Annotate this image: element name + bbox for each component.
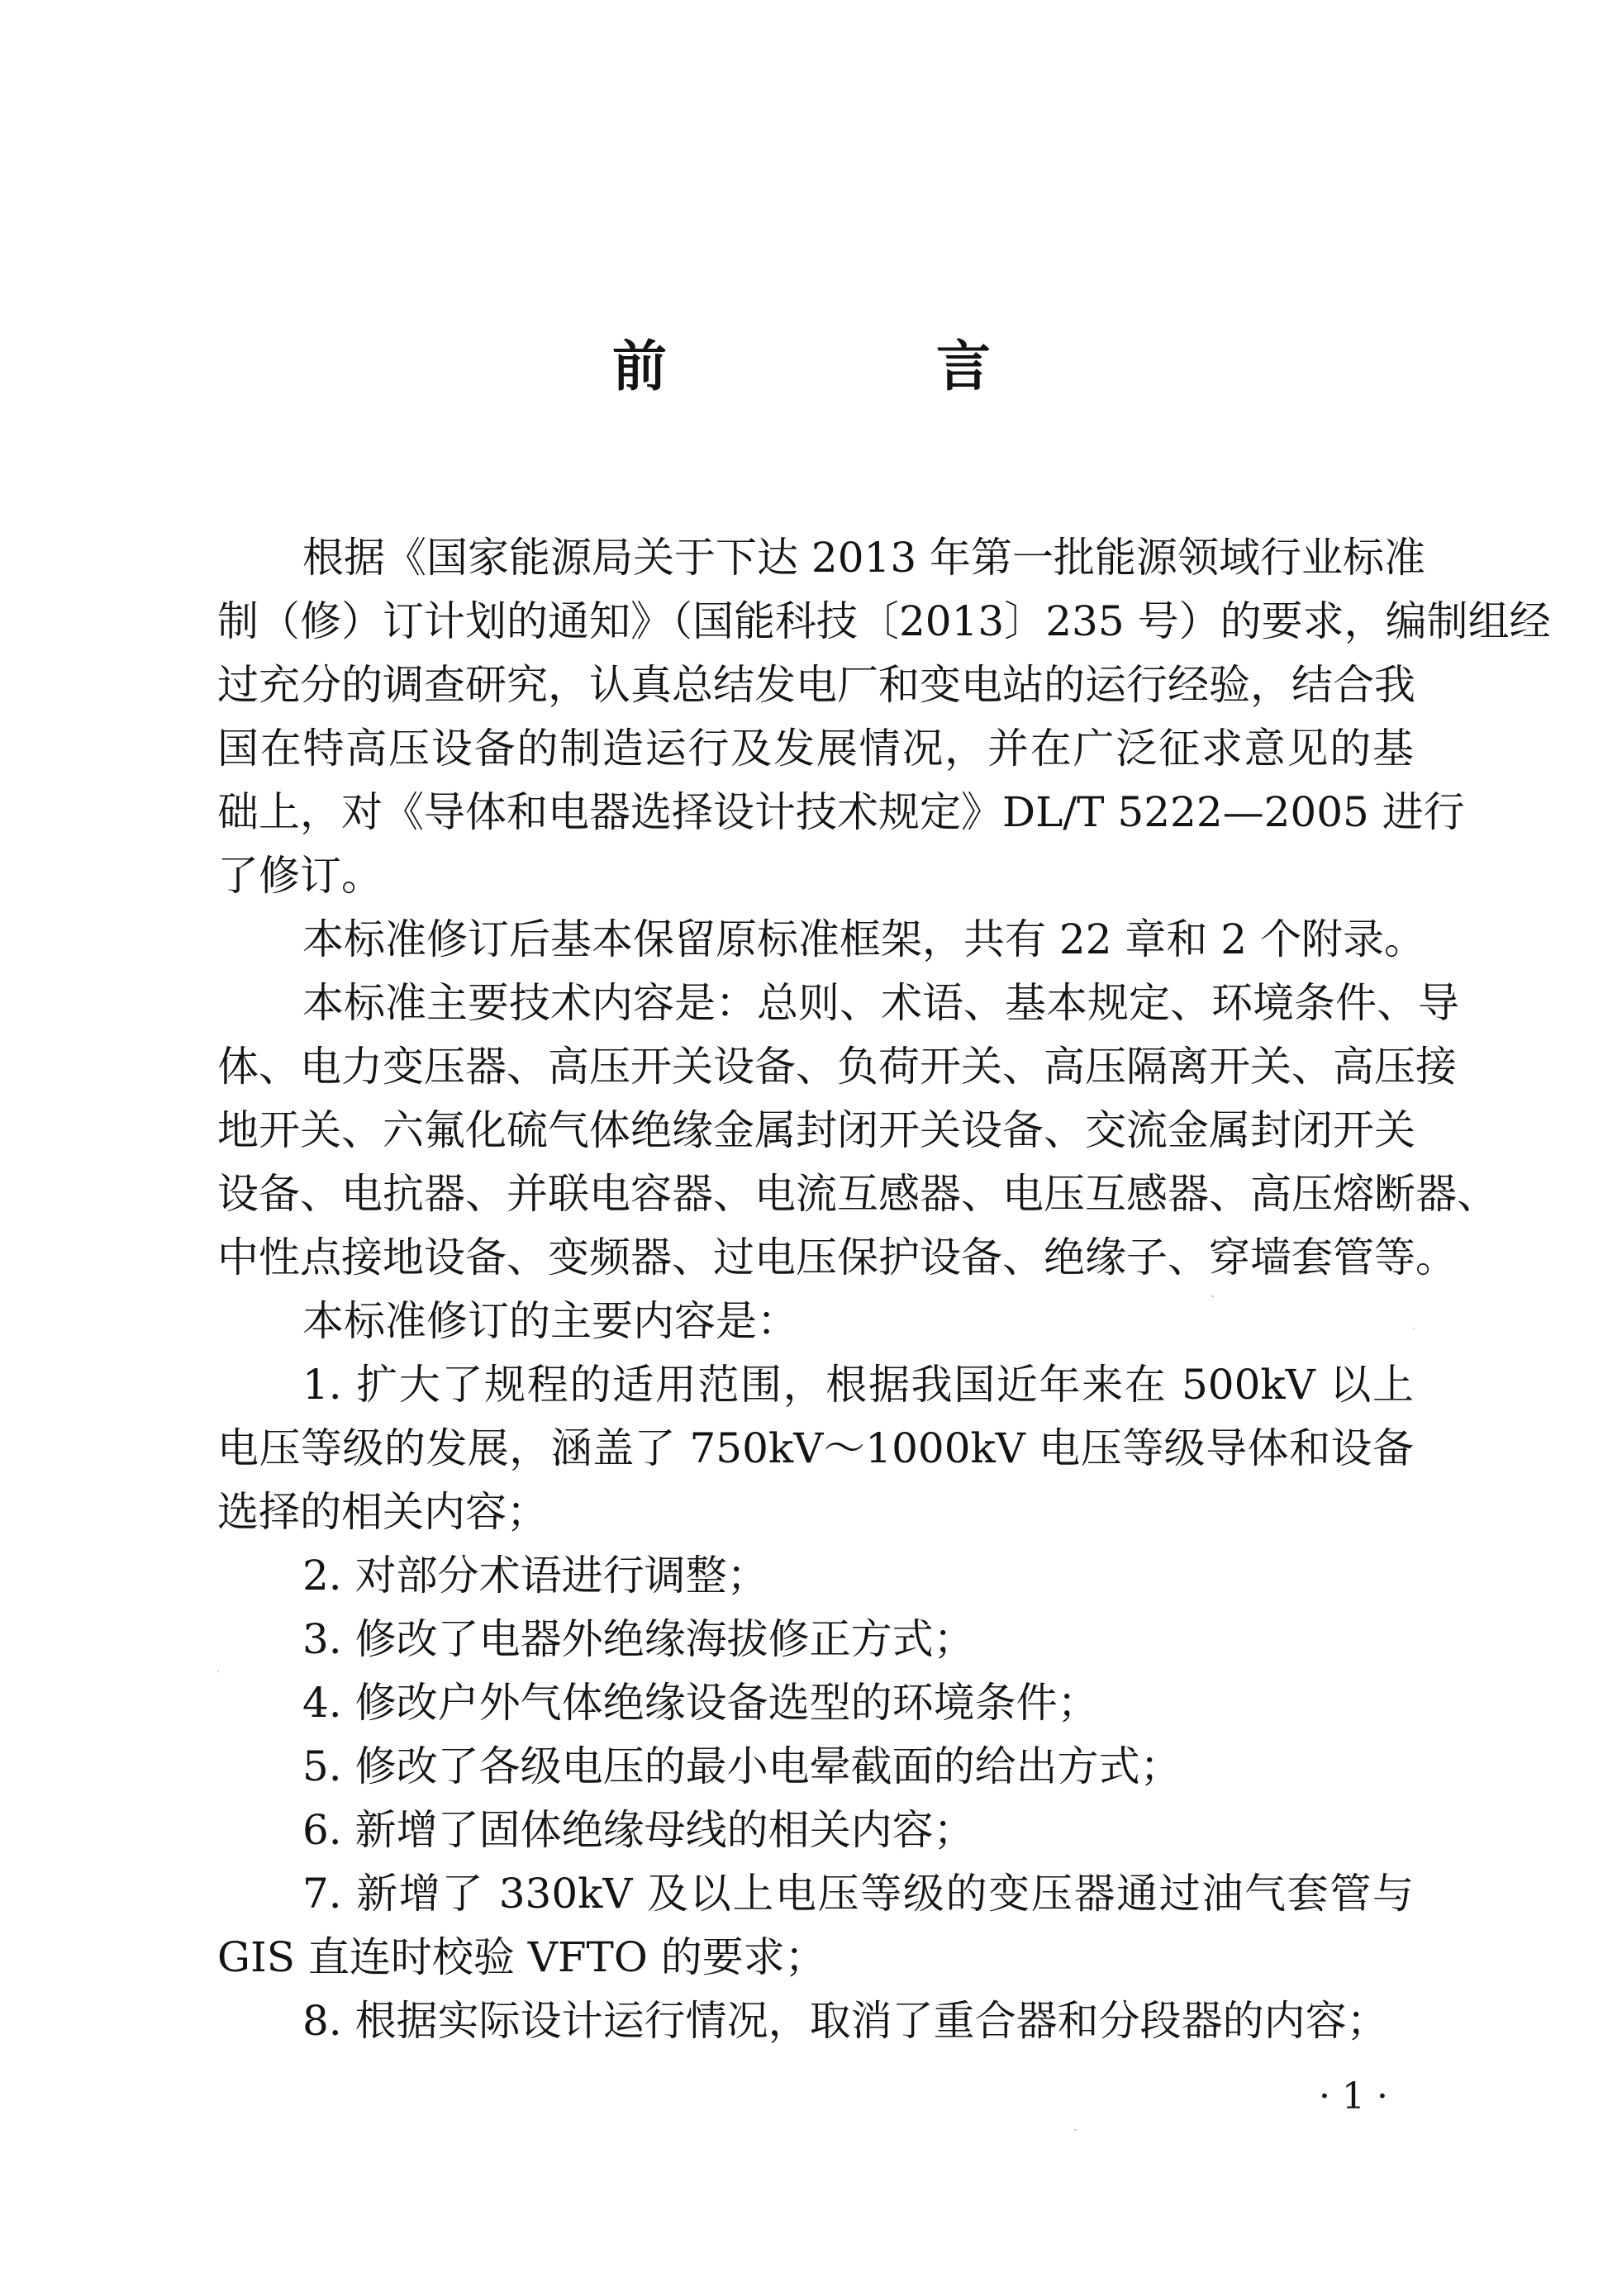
- text-line: 本标准修订后基本保留原标准框架，共有 22 章和 2 个附录。: [302, 915, 1426, 963]
- text-line: 体、电力变压器、高压开关设备、负荷开关、高压隔离开关、高压接: [217, 1043, 1457, 1091]
- text-line: 了修订。: [217, 852, 383, 900]
- list-item-line: 选择的相关内容；: [217, 1488, 548, 1536]
- list-item-line: 5. 修改了各级电压的最小电晕截面的给出方式；: [302, 1742, 1182, 1790]
- text-line: 本标准主要技术内容是：总则、术语、基本规定、环境条件、导: [302, 979, 1459, 1027]
- page-number: · 1 ·: [1319, 2075, 1388, 2118]
- list-item-line: GIS 直连时校验 VFTO 的要求；: [217, 1933, 826, 1981]
- text-line: 制（修）订计划的通知》（国能科技〔2013〕235 号）的要求，编制组经: [217, 597, 1551, 645]
- text-line: 中性点接地设备、变频器、过电压保护设备、绝缘子、穿墙套管等。: [217, 1234, 1457, 1281]
- list-item-line: 8. 根据实际设计运行情况，取消了重合器和分段器的内容；: [302, 1997, 1388, 2045]
- scan-speck: [1413, 1328, 1415, 1329]
- text-line: 础上，对《导体和电器选择设计技术规定》DL/T 5222—2005 进行: [217, 788, 1465, 836]
- text-line: 根据《国家能源局关于下达 2013 年第一批能源领域行业标准: [302, 534, 1426, 582]
- text-line: 本标准修订的主要内容是：: [302, 1297, 798, 1345]
- list-item-line: 1. 扩大了规程的适用范围，根据我国近年来在 500kV 以上: [302, 1361, 1414, 1409]
- text-line: 过充分的调查研究，认真总结发电厂和变电站的运行经验，结合我: [217, 661, 1415, 709]
- list-item-line: 3. 修改了电器外绝缘海拔修正方式；: [302, 1615, 975, 1663]
- text-line: 地开关、六氟化硫气体绝缘金属封闭开关设备、交流金属封闭开关: [217, 1106, 1415, 1154]
- scan-speck: [217, 1671, 219, 1672]
- scan-speck: [1074, 2129, 1077, 2131]
- list-item-line: 7. 新增了 330kV 及以上电压等级的变压器通过油气套管与: [302, 1870, 1414, 1918]
- page-title: 前 言: [612, 334, 1098, 398]
- scan-speck: [1211, 1295, 1214, 1297]
- text-line: 设备、电抗器、并联电容器、电流互感器、电压互感器、高压熔断器、: [217, 1170, 1498, 1218]
- list-item-line: 2. 对部分术语进行调整；: [302, 1552, 768, 1600]
- list-item-line: 6. 新增了固体绝缘母线的相关内容；: [302, 1806, 975, 1854]
- list-item-line: 电压等级的发展，涵盖了 750kV～1000kV 电压等级导体和设备: [217, 1424, 1414, 1472]
- text-line: 国在特高压设备的制造运行及发展情况，并在广泛征求意见的基: [217, 725, 1414, 772]
- list-item-line: 4. 修改户外气体绝缘设备选型的环境条件；: [302, 1679, 1099, 1727]
